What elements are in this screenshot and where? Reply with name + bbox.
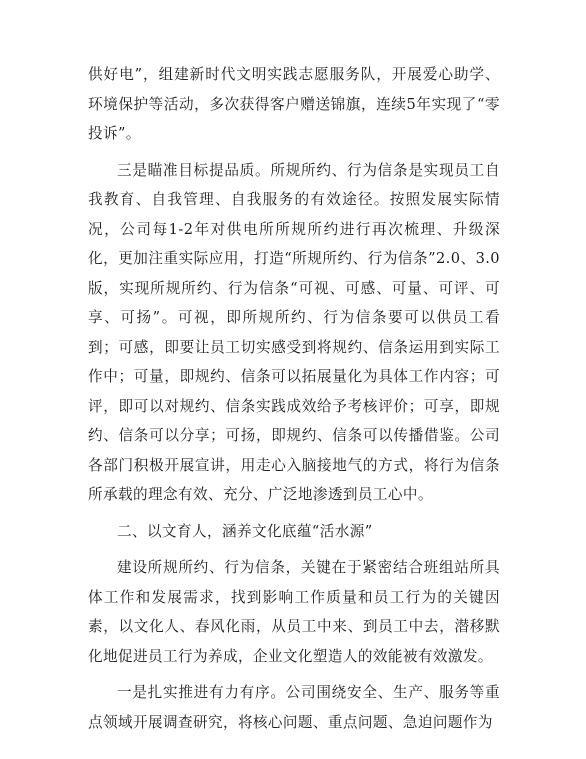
- paragraph-advance: 一是扎实推进有力有序。公司围绕安全、生产、服务等重点领域开展调查研究，将核心问题、重点问题、急迫问题作为: [88, 684, 500, 731]
- section-heading: 二、以文育人，涵养文化底蕴“活水源”: [117, 522, 373, 540]
- paragraph-quality: 三是瞄准目标提品质。所规所约、行为信条是实现员工自我教育、自我管理、自我服务的有效途径。按照发展实际情况，公司每1-2年对供电所所规所约进行再次梳理、升级深化，更加注重实际应用，打造“所规所约、行为信条”2.0、3.0版，实现所规所约、行为信条“可视、可感、可量、可评、可享、可扬”。可视，即所规所约、行为信条要可以供员工看到；可感，即要让员工切实感受到将规约、信条运用到实际工作中；可量，即规约、信条可以拓展量化为具体工作内容；可评，即可以对规约、信条实践成效给予考核评价；可享，即规约、信条可以分享；可扬，即规约、信条可以传播借鉴。公司各部门积极开展宣讲，用走心入脑接地气的方式，将行为信条所承载的理念有效、充分、广泛地渗透到员工心中。: [88, 161, 500, 503]
- paragraph-continuation: 供好电”，组建新时代文明实践志愿服务队，开展爱心助学、环境保护等活动，多次获得客户赠送锦旗，连续5年实现了“零投诉”。: [88, 66, 500, 142]
- document-body: [88, 60, 500, 744]
- paragraph-culture: 建设所规所约、行为信条，关键在于紧密结合班组站所具体工作和发展需求，找到影响工作质量和员工行为的关键因素，以文化人、春风化雨，从员工中来、到员工中去，潜移默化地促进员工行为养成，企业文化塑造人的效能被有效激发。: [88, 559, 500, 665]
